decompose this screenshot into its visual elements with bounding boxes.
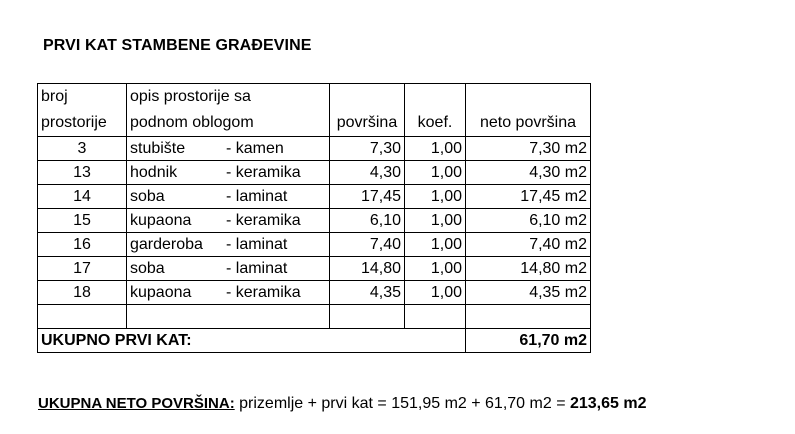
room-description: [127, 209, 330, 233]
empty-cell: [466, 305, 591, 329]
header-room-number-line1: broj: [38, 84, 127, 111]
room-area: 4,30: [330, 161, 405, 185]
empty-cell: [330, 305, 405, 329]
room-area: 7,40: [330, 233, 405, 257]
room-net-area: 7,40 m2: [466, 233, 591, 257]
header-net-area: neto površina: [466, 110, 591, 137]
rooms-table: [37, 83, 591, 353]
empty-cell: [405, 305, 466, 329]
table-row-empty: [38, 305, 591, 329]
room-name: hodnik: [130, 164, 178, 181]
room-coefficient: 1,00: [405, 281, 466, 305]
room-description: [127, 137, 330, 161]
table-header-row: [38, 110, 591, 137]
floor-covering: - keramika: [226, 284, 301, 301]
room-description: [127, 161, 330, 185]
floor-covering: - keramika: [226, 164, 301, 181]
header-area-blank: [330, 84, 405, 111]
table-row: [38, 233, 591, 257]
empty-cell: [127, 305, 330, 329]
total-label: UKUPNO PRVI KAT:: [38, 329, 466, 353]
header-description-line2: podnom oblogom: [127, 110, 330, 137]
room-area: 4,35: [330, 281, 405, 305]
room-coefficient: 1,00: [405, 233, 466, 257]
room-net-area: 7,30 m2: [466, 137, 591, 161]
room-name: kupaona: [130, 284, 192, 301]
room-net-area: 17,45 m2: [466, 185, 591, 209]
room-coefficient: 1,00: [405, 257, 466, 281]
room-net-area: 4,35 m2: [466, 281, 591, 305]
room-net-area: 6,10 m2: [466, 209, 591, 233]
floor-covering: - kamen: [226, 140, 284, 157]
room-number: 14: [38, 185, 127, 209]
room-area: 6,10: [330, 209, 405, 233]
room-name: soba: [130, 188, 165, 205]
room-number: 16: [38, 233, 127, 257]
room-number: 15: [38, 209, 127, 233]
table-row: [38, 257, 591, 281]
header-net-blank: [466, 84, 591, 111]
room-coefficient: 1,00: [405, 185, 466, 209]
header-room-number-line2: prostorije: [38, 110, 127, 137]
total-value: 61,70 m2: [466, 329, 591, 353]
table-header-row: [38, 84, 591, 111]
room-number: 3: [38, 137, 127, 161]
floor-covering: - keramika: [226, 212, 301, 229]
room-net-area: 14,80 m2: [466, 257, 591, 281]
table-row: [38, 209, 591, 233]
room-area: 7,30: [330, 137, 405, 161]
room-coefficient: 1,00: [405, 209, 466, 233]
room-description: [127, 281, 330, 305]
page-title: PRVI KAT STAMBENE GRAĐEVINE: [43, 37, 312, 54]
room-number: 13: [38, 161, 127, 185]
room-description: [127, 185, 330, 209]
empty-cell: [38, 305, 127, 329]
table-row: [38, 185, 591, 209]
floor-covering: - laminat: [226, 260, 288, 277]
header-area: površina: [330, 110, 405, 137]
floor-covering: - laminat: [226, 236, 288, 253]
header-coef-blank: [405, 84, 466, 111]
total-net-area-line: [38, 395, 647, 413]
room-number: 17: [38, 257, 127, 281]
total-net-area-result: 213,65 m2: [569, 395, 647, 412]
room-name: garderoba: [130, 236, 203, 253]
total-row: [38, 329, 591, 353]
room-net-area: 4,30 m2: [466, 161, 591, 185]
total-net-area-formula: prizemlje + prvi kat = 151,95 m2 + 61,70 m2 =: [234, 395, 570, 412]
table-row: [38, 137, 591, 161]
room-area: 14,80: [330, 257, 405, 281]
room-area: 17,45: [330, 185, 405, 209]
room-number: 18: [38, 281, 127, 305]
room-name: soba: [130, 260, 165, 277]
room-description: [127, 233, 330, 257]
room-coefficient: 1,00: [405, 161, 466, 185]
table-row: [38, 281, 591, 305]
room-coefficient: 1,00: [405, 137, 466, 161]
room-name: stubište: [130, 140, 186, 157]
header-coefficient: koef.: [405, 110, 466, 137]
table-row: [38, 161, 591, 185]
header-description-line1: opis prostorije sa: [127, 84, 330, 111]
total-net-area-label: UKUPNA NETO POVRŠINA:: [38, 395, 235, 412]
room-description: [127, 257, 330, 281]
room-name: kupaona: [130, 212, 192, 229]
floor-covering: - laminat: [226, 188, 288, 205]
